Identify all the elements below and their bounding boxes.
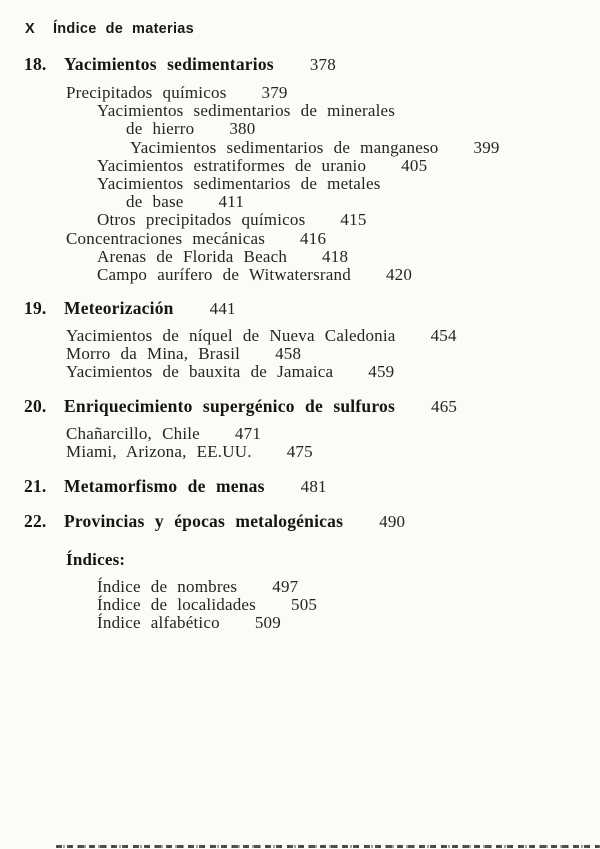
- toc-entry: [0, 211, 600, 229]
- page-number: 441: [209, 299, 236, 318]
- toc-entry-label: Precipitados químicos: [66, 83, 227, 102]
- page-number: 471: [234, 424, 262, 443]
- toc-entry-label: de hierro: [126, 119, 195, 139]
- page-number: 379: [261, 83, 288, 102]
- indices-entries: [0, 578, 600, 633]
- page-number: 405: [401, 155, 428, 175]
- toc-entry: [0, 139, 600, 157]
- page-number: 505: [291, 595, 318, 615]
- toc-entry: [0, 84, 600, 102]
- toc-entry-label: Campo aurífero de Witwatersrand: [97, 265, 351, 285]
- page-number: 418: [322, 246, 349, 266]
- page-number: 416: [300, 228, 327, 248]
- chapter-title: Enriquecimiento supergénico de sulfuros: [64, 396, 395, 416]
- chapter-heading: [0, 299, 600, 318]
- toc-entry-label: Morro da Mina, Brasil: [66, 344, 241, 364]
- page-number: 459: [368, 362, 395, 382]
- toc-entry: [0, 443, 600, 461]
- chapter-entries: [0, 327, 600, 382]
- chapter-title: Meteorización: [64, 298, 174, 318]
- toc-entry-label: de base: [126, 192, 184, 212]
- toc-entry: [0, 230, 600, 248]
- page-number: 380: [229, 119, 256, 139]
- toc-entry: [0, 345, 600, 363]
- folio-page-number: X: [25, 21, 35, 37]
- chapter-number: 20.: [24, 396, 47, 416]
- toc-entry: [0, 363, 600, 381]
- chapter-title: Yacimientos sedimentarios: [64, 54, 274, 74]
- toc-entry: [0, 425, 600, 443]
- page-number: 481: [300, 477, 327, 496]
- chapter-title: Provincias y épocas metalogénicas: [64, 511, 344, 531]
- toc-entry-label: Yacimientos sedimentarios de manganeso: [130, 137, 439, 157]
- toc-entry: [0, 102, 600, 120]
- page-number: 458: [275, 344, 302, 364]
- toc-entry-label: Arenas de Florida Beach: [97, 246, 288, 266]
- toc-entry: [0, 120, 600, 138]
- toc-entry: [0, 578, 600, 596]
- toc-entry-label: Chañarcillo, Chile: [66, 424, 200, 443]
- toc-entry: [0, 193, 600, 211]
- toc-entry-label: Índice alfabético: [97, 613, 220, 633]
- chapter-number: 19.: [24, 298, 47, 318]
- chapter-number: 18.: [24, 54, 47, 74]
- chapter-heading: [0, 55, 600, 74]
- toc-entry: [0, 266, 600, 284]
- running-head: [25, 21, 600, 37]
- scan-edge-artifact: [56, 845, 600, 848]
- toc-entry-label: Yacimientos sedimentarios de metales: [97, 174, 381, 194]
- chapter-number: 21.: [24, 476, 47, 496]
- page-number: 378: [309, 55, 336, 74]
- toc-entry-label: Yacimientos de bauxita de Jamaica: [66, 362, 334, 382]
- toc-entry-label: Otros precipitados químicos: [97, 210, 306, 230]
- page-number: 497: [272, 577, 299, 596]
- toc-entry: [0, 327, 600, 345]
- page-number: 454: [430, 326, 457, 345]
- indices-heading: Índices:: [66, 550, 126, 569]
- toc-entry-label: Yacimientos sedimentarios de minerales: [97, 101, 396, 121]
- chapter-entries: [0, 84, 600, 284]
- toc-entry-label: Yacimientos de níquel de Nueva Caledonia: [66, 326, 396, 345]
- page-number: 411: [218, 192, 245, 212]
- page-number: 475: [286, 442, 313, 462]
- toc-entry: [0, 596, 600, 614]
- toc-entry-label: Miami, Arizona, EE.UU.: [66, 442, 252, 462]
- toc-entry: [0, 157, 600, 175]
- page-number: 509: [254, 613, 281, 633]
- toc-entry: [0, 248, 600, 266]
- toc-entry-label: Índice de localidades: [97, 595, 256, 615]
- page-number: 490: [379, 512, 406, 531]
- toc-entry: [0, 614, 600, 632]
- page-number: 415: [340, 210, 367, 230]
- page-number: 465: [430, 397, 458, 416]
- chapter-heading: [0, 512, 600, 531]
- toc-entry-label: Yacimientos estratiformes de uranio: [97, 155, 367, 175]
- running-head-title: Índice de materias: [52, 21, 194, 37]
- chapter-title: Metamorfismo de menas: [64, 476, 265, 496]
- page-number: 399: [473, 137, 500, 157]
- chapter-heading: [0, 397, 600, 416]
- toc-entry-label: Concentraciones mecánicas: [66, 228, 266, 248]
- chapter-entries: [0, 425, 600, 461]
- chapter-number: 22.: [24, 511, 47, 531]
- toc-entry: [0, 175, 600, 193]
- chapter-heading: [0, 477, 600, 496]
- toc-entry-label: Índice de nombres: [97, 577, 238, 596]
- page-number: 420: [385, 265, 413, 285]
